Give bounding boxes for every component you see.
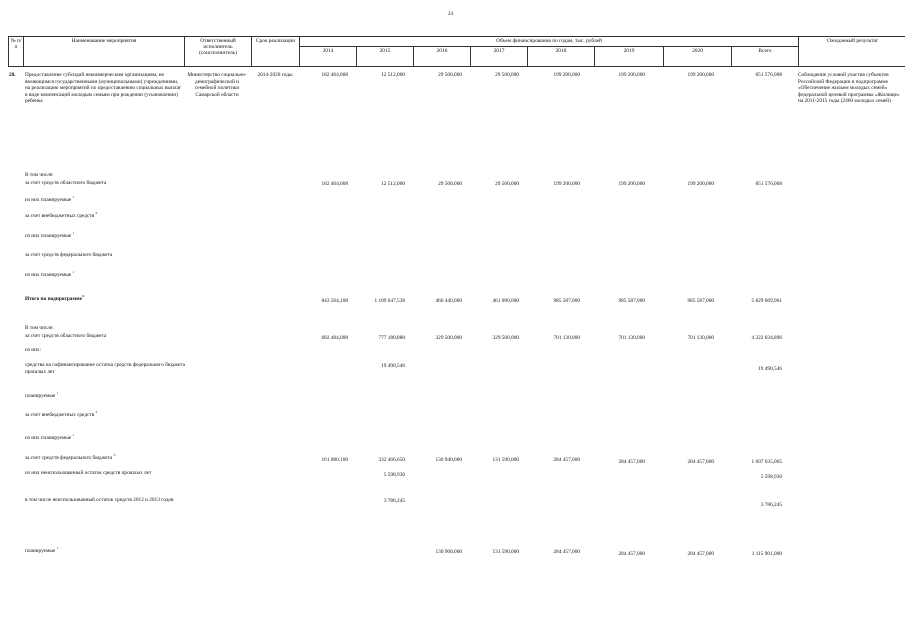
item-executor: Министерство социально-демографической и семейной политики Самарской области: [187, 72, 247, 98]
value-cell: 199 200,000: [553, 181, 580, 187]
value-cell: 12 512,000: [381, 72, 405, 78]
header-year-2016: 2016: [414, 47, 471, 67]
value-cell: 1 109 647,538: [374, 298, 405, 304]
value-cell: 29 500,000: [495, 181, 519, 187]
value-cell: 851 576,008: [755, 72, 782, 78]
value-cell: 12 512,000: [381, 181, 405, 187]
planned-label: планируемые $^1$: [25, 546, 59, 554]
value-cell: 29 500,000: [438, 181, 462, 187]
value-cell: 284 457,000: [687, 551, 714, 557]
value-cell: 199 200,000: [553, 72, 580, 78]
header-funding: Объем финансирования по годам, тыс. рублей: [300, 37, 799, 47]
value-cell: 199 200,000: [618, 181, 645, 187]
value-cell: 985 587,000: [553, 298, 580, 304]
planned-label: из них планируемые $^1$: [25, 433, 75, 441]
header-year-2015: 2015: [357, 47, 414, 67]
item-name: Предоставление субсидий некоммерческим организациям, не являющимся государственными (муниципальными) учреждениями, на реализацию мероприятий по предоставлению социальных выплат в виде компенсаций молодым семьям при рождении (усыновлении) ребенка: [25, 72, 181, 105]
value-cell: 3 786,245: [760, 502, 782, 508]
value-cell: 130 900,000: [435, 549, 462, 555]
value-cell: 701 130,000: [553, 335, 580, 341]
header-table: [8, 36, 905, 67]
extra-budget-label: за счет внебюджетных средств $^2$: [25, 211, 98, 219]
planned-label: из них планируемые $^1$: [25, 195, 75, 203]
value-cell: 682 484,008: [321, 335, 348, 341]
of-them-label: из них:: [25, 347, 42, 353]
value-cell: 329 500,000: [492, 335, 519, 341]
header-year-2018: 2018: [528, 47, 595, 67]
planned-label: планируемые $^1$: [25, 391, 59, 399]
incl-label: В том числе:: [25, 172, 54, 178]
extra-budget-label: за счет внебюджетных средств $^2$: [25, 410, 98, 418]
federal-label: за счет средств федерального бюджета: [25, 252, 113, 258]
cofinancing-label: средства на софинансирование остатка средств федерального бюджета прошлых лет: [25, 362, 185, 375]
value-cell: 5 829 669,961: [751, 298, 782, 304]
header-year-2019: 2019: [595, 47, 664, 67]
value-cell: 161 080,100: [321, 457, 348, 463]
incl-label: В том числе:: [25, 325, 54, 331]
value-cell: 843 564,108: [321, 298, 348, 304]
value-cell: 461 090,000: [492, 298, 519, 304]
value-cell: 19 490,546: [758, 366, 782, 372]
regional-label: за счет средств областного бюджета: [25, 333, 107, 339]
header-result: Ожидаемый результат: [799, 37, 905, 67]
item-number: 28.: [9, 72, 16, 78]
value-cell: 985 587,000: [618, 298, 645, 304]
value-cell: 199 200,000: [618, 72, 645, 78]
item-term: 2014-2020 годы: [257, 72, 293, 78]
header-term: Срок реализации: [252, 37, 300, 67]
value-cell: 284 457,000: [618, 551, 645, 557]
value-cell: 777 180,888: [378, 335, 405, 341]
value-cell: 460 440,000: [435, 298, 462, 304]
value-cell: 284 457,000: [618, 459, 645, 465]
value-cell: 5 598,930: [383, 472, 405, 478]
value-cell: 284 457,000: [687, 459, 714, 465]
total-label: Итого по подпрограмме$^4$: [25, 294, 84, 302]
header-year-2014: 2014: [300, 47, 357, 67]
value-cell: 284 457,000: [553, 457, 580, 463]
federal-label: за счет средств федерального бюджета $^3$: [25, 453, 116, 461]
value-cell: 1 115 901,000: [751, 551, 782, 557]
value-cell: 29 500,000: [495, 72, 519, 78]
header-year-2020: 2020: [664, 47, 732, 67]
header-year-2017: 2017: [471, 47, 528, 67]
value-cell: 130 940,000: [435, 457, 462, 463]
value-cell: 284 457,000: [553, 549, 580, 555]
value-cell: 701 130,000: [687, 335, 714, 341]
planned-label: из них планируемые $^1$: [25, 270, 75, 278]
value-cell: 199 200,000: [687, 72, 714, 78]
value-cell: 199 200,000: [687, 181, 714, 187]
header-total: Всего: [732, 47, 799, 67]
value-cell: 329 500,000: [435, 335, 462, 341]
planned-label: из них планируемые $^1$: [25, 231, 75, 239]
value-cell: 29 500,000: [438, 72, 462, 78]
unused-balance-label: из них неиспользованный остаток средств прошлых лет: [25, 470, 152, 476]
page-number: 24: [448, 12, 453, 17]
value-cell: 985 587,000: [687, 298, 714, 304]
header-executor: Ответственный исполнитель (соисполнитель): [185, 37, 252, 67]
value-cell: 182 464,008: [321, 72, 348, 78]
value-cell: 131 590,000: [492, 549, 519, 555]
value-cell: 5 598,930: [760, 474, 782, 480]
value-cell: 332 466,650: [378, 457, 405, 463]
unused-2012-2013-label: в том числе неиспользованный остаток средств 2012 и 2013 годов: [25, 497, 174, 503]
value-cell: 1 607 635,065: [751, 459, 782, 465]
value-cell: 701 130,000: [618, 335, 645, 341]
header-num: № п/п: [9, 37, 24, 67]
header-name: Наименование мероприятия: [24, 37, 185, 67]
regional-label: за счет средств областного бюджета: [25, 180, 107, 186]
value-cell: 3 786,245: [383, 498, 405, 504]
value-cell: 182 464,008: [321, 181, 348, 187]
value-cell: 4 222 034,896: [751, 335, 782, 341]
value-cell: 851 576,008: [755, 181, 782, 187]
item-result: Соблюдение условий участия субъектов Российской Федерации в подпрограмме «Обеспечение жильем молодых семей» федеральной целевой программы «Жилище» на 2011-2015 годы (2460 молодых семей): [798, 72, 900, 105]
value-cell: 19 490,546: [381, 363, 405, 369]
value-cell: 131 590,000: [492, 457, 519, 463]
